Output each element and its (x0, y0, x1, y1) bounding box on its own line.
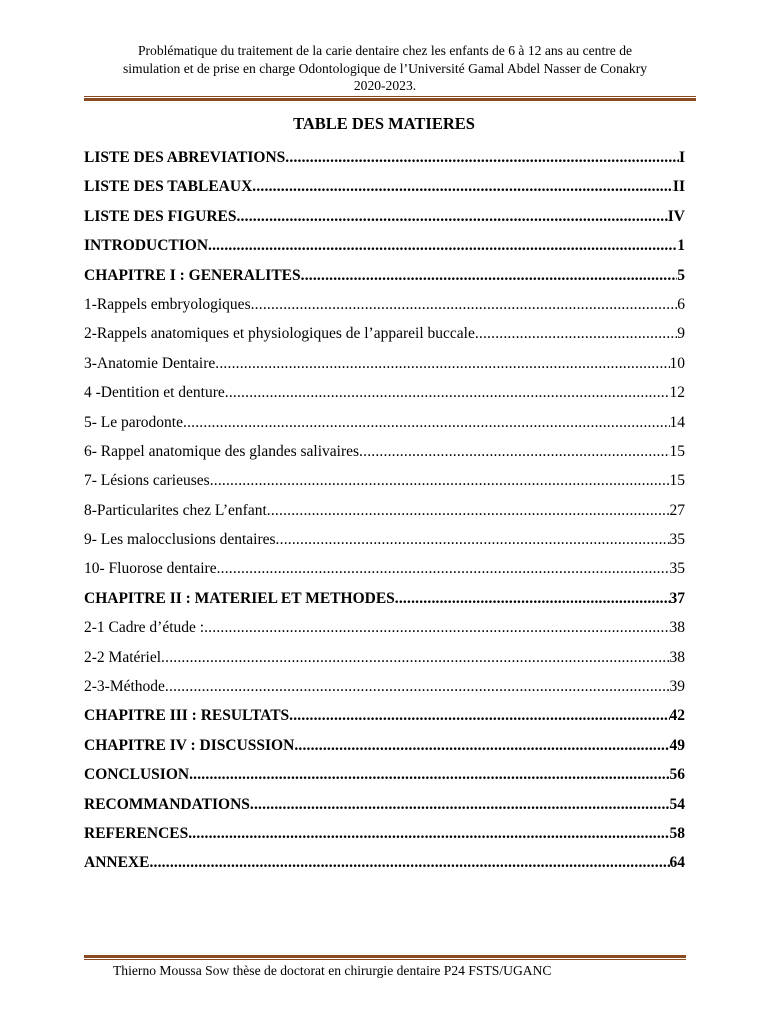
toc-entry-leader (359, 437, 669, 466)
toc-entry-leader (252, 172, 673, 201)
toc-entry[interactable] (84, 202, 685, 231)
toc-entry[interactable] (84, 143, 685, 172)
toc-entry[interactable] (84, 408, 685, 437)
toc-entry-page: 9 (677, 325, 685, 343)
toc-entry-label: REFERENCES (84, 824, 189, 842)
toc-entry-label: 9- Les malocclusions dentaires (84, 531, 276, 549)
toc-entry-leader (183, 408, 670, 437)
toc-entry[interactable] (84, 378, 685, 407)
toc-entry-page: 15 (669, 442, 685, 460)
toc-entry-leader (276, 525, 670, 554)
toc-entry-page: II (672, 178, 685, 196)
toc-entry-label: 2-Rappels anatomiques et physiologiques de l’appareil buccale (84, 325, 475, 343)
toc-entry[interactable] (84, 290, 685, 319)
toc-entry-leader (188, 819, 669, 848)
toc-entry-label: 1-Rappels embryologiques (84, 295, 251, 313)
toc-entry-label: CHAPITRE II : MATERIEL ET METHODES (84, 589, 395, 607)
toc-entry-page: 6 (677, 295, 685, 313)
toc-entry-page: 14 (669, 413, 685, 431)
toc-entry[interactable] (84, 231, 685, 260)
toc-title: TABLE DES MATIERES (293, 114, 475, 133)
toc-entry-leader (204, 613, 669, 642)
footer-rule-thick (84, 955, 686, 958)
toc-entry-leader (208, 231, 677, 260)
footer-rule (84, 955, 686, 961)
toc-entry-label: INTRODUCTION (84, 237, 209, 255)
toc-entry-page: 54 (669, 795, 685, 813)
toc-entry-page: 42 (669, 707, 685, 725)
toc-entry[interactable] (84, 172, 685, 201)
header-rule-thick (84, 98, 696, 101)
toc-entry-page: 1 (677, 237, 685, 255)
toc-entry[interactable] (84, 790, 685, 819)
toc-list (84, 143, 685, 878)
toc-entry-leader (165, 672, 670, 701)
toc-entry[interactable] (84, 466, 685, 495)
toc-entry-leader (289, 701, 669, 730)
toc-entry[interactable] (84, 643, 685, 672)
toc-entry-leader (285, 143, 679, 172)
toc-entry-label: CHAPITRE III : RESULTATS (84, 707, 290, 725)
header-line-1: Problématique du traitement de la carie dentaire chez les enfants de 6 à 12 ans au centre de (137, 43, 633, 58)
toc-entry[interactable] (84, 672, 685, 701)
toc-entry-leader (210, 466, 670, 495)
toc-entry-leader (236, 202, 667, 231)
toc-entry[interactable] (84, 349, 685, 378)
toc-entry[interactable] (84, 584, 685, 613)
toc-entry-label: 2-3-Méthode (84, 678, 165, 696)
toc-entry[interactable] (84, 848, 685, 877)
toc-entry[interactable] (84, 554, 685, 583)
toc-entry-label: LISTE DES FIGURES (84, 207, 237, 225)
toc-entry-page: 58 (669, 824, 685, 842)
toc-entry-leader (217, 554, 670, 583)
toc-entry-leader (215, 349, 669, 378)
toc-entry-page: 38 (669, 619, 685, 637)
toc-entry[interactable] (84, 525, 685, 554)
toc-entry-leader (161, 643, 669, 672)
toc-entry-page: IV (667, 207, 685, 225)
header-rule-thin (84, 96, 696, 97)
toc-entry[interactable] (84, 613, 685, 642)
toc-entry-leader (189, 760, 669, 789)
toc-entry-page: 15 (669, 472, 685, 490)
toc-entry-leader (294, 731, 669, 760)
toc-entry[interactable] (84, 496, 685, 525)
toc-entry-page: 38 (669, 648, 685, 666)
toc-entry-page: 64 (669, 854, 685, 872)
toc-entry-leader (225, 378, 670, 407)
toc-entry-label: 8-Particularites chez L’enfant (84, 501, 267, 519)
toc-entry[interactable] (84, 760, 685, 789)
toc-entry-page: I (678, 149, 685, 166)
toc-entry-leader (250, 790, 670, 819)
header-line-2: simulation et de prise en charge Odontologique de l’Université Gamal Abdel Nasser de Conakry (122, 60, 648, 76)
toc-entry-label: 5- Le parodonte (84, 413, 183, 431)
toc-entry-label: CONCLUSION (84, 766, 190, 784)
toc-entry-label: CHAPITRE I : GENERALITES (84, 266, 301, 284)
toc-entry-page: 27 (669, 501, 685, 519)
toc-entry-label: 3-Anatomie Dentaire (84, 354, 216, 372)
toc-entry-leader (395, 584, 670, 613)
toc-entry-label: RECOMMANDATIONS (84, 795, 250, 813)
toc-entry-label: 7- Lésions carieuses (84, 472, 210, 490)
toc-entry-label: 6- Rappel anatomique des glandes salivaires (84, 442, 360, 460)
toc-entry-label: LISTE DES ABREVIATIONS (84, 149, 286, 166)
toc-entry[interactable] (84, 701, 685, 730)
toc-entry-page: 56 (669, 766, 685, 784)
toc-entry-page: 5 (677, 266, 685, 284)
toc-entry[interactable] (84, 819, 685, 848)
toc-entry-label: 2-1 Cadre d’étude : (84, 619, 205, 637)
page-footer: Thierno Moussa Sow thèse de doctorat en chirurgie dentaire P24 FSTS/UGANC (113, 963, 552, 978)
toc-entry-label: LISTE DES TABLEAUX (84, 178, 253, 196)
page-header (84, 42, 686, 95)
toc-entry[interactable] (84, 437, 685, 466)
header-rule (84, 96, 696, 102)
toc-entry-page: 37 (669, 589, 685, 607)
toc-entry-page: 49 (669, 736, 685, 754)
toc-entry-label: 10- Fluorose dentaire (84, 560, 217, 578)
toc-entry-label: ANNEXE (84, 854, 150, 872)
toc-entry-label: 2-2 Matériel (84, 648, 162, 666)
toc-entry[interactable] (84, 731, 685, 760)
toc-entry-leader (267, 496, 670, 525)
header-line-3: 2020-2023. (353, 78, 417, 93)
toc-entry[interactable] (84, 261, 685, 290)
toc-entry-page: 35 (669, 531, 685, 549)
toc-entry-page: 39 (669, 678, 685, 696)
toc-entry-leader (149, 848, 669, 877)
toc-entry-label: CHAPITRE IV : DISCUSSION (84, 736, 295, 754)
toc-entry-label: 4 -Dentition et denture (84, 384, 225, 402)
toc-entry-page: 10 (669, 354, 685, 372)
toc-entry-leader (251, 290, 678, 319)
toc-entry[interactable] (84, 319, 685, 348)
footer-rule-thin (84, 959, 686, 960)
toc-entry-leader (475, 319, 677, 348)
toc-entry-page: 12 (669, 384, 685, 402)
toc-entry-page: 35 (669, 560, 685, 578)
toc-entry-leader (301, 261, 678, 290)
